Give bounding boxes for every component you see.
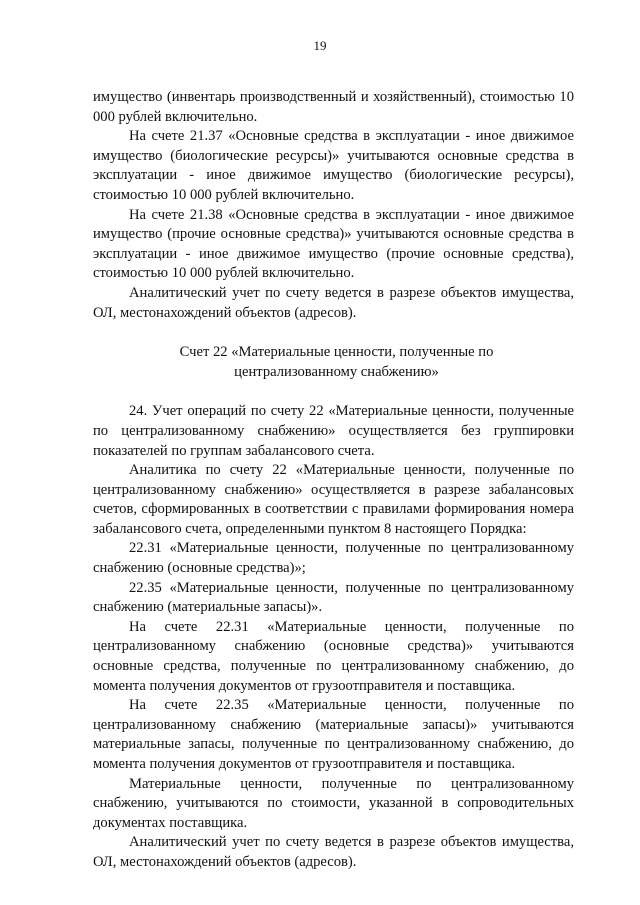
page-number: 19 — [313, 38, 327, 53]
section-heading-line: централизованному снабжению» — [234, 363, 439, 380]
section-heading — [93, 343, 574, 382]
paragraph: На счете 21.37 «Основные средства в эксплуатации - иное движимое имущество (биологические ресурсы)» учитываются основные средства в эксплуатации - иное движимое имущество (биологические ресурсы), стоимостью 10 000 рублей включительно. — [93, 128, 574, 203]
paragraph: имущество (инвентарь производственный и хозяйственный), стоимостью 10 000 рублей включительно. — [93, 89, 574, 125]
section-heading-line: Счет 22 «Материальные ценности, полученные по — [179, 344, 494, 361]
paragraph: На счете 22.31 «Материальные ценности, полученные по централизованному снабжению (основные средства)» учитываются основные средства, полученные по централизованному снабжению, до момента получения документов от грузоотправителя и поставщика. — [93, 618, 574, 694]
paragraph: На счете 22.35 «Материальные ценности, полученные по централизованному снабжению (материальные запасы)» учитываются материальные запасы, полученные по централизованному снабжению, до момента получения документов от грузоотправителя и поставщика. — [93, 697, 574, 772]
paragraph: На счете 21.38 «Основные средства в эксплуатации - иное движимое имущество (прочие основные средства)» учитываются основные средства в эксплуатации - иное движимое имущество (прочие основные средства), стоимостью 10 000 рублей включительно. — [93, 206, 574, 282]
document-body — [93, 88, 574, 873]
paragraph: Аналитический учет по счету ведется в разрезе объектов имущества, ОЛ, местонахождений объектов (адресов). — [93, 284, 574, 321]
paragraph: 22.35 «Материальные ценности, полученные по централизованному снабжению (материальные запасы)». — [93, 579, 574, 616]
paragraph: Материальные ценности, полученные по централизованному снабжению, учитываются по стоимости, указанной в сопроводительных документах поставщика. — [93, 775, 574, 831]
paragraph: Аналитический учет по счету ведется в разрезе объектов имущества, ОЛ, местонахождений объектов (адресов). — [93, 834, 574, 870]
paragraph: 22.31 «Материальные ценности, полученные по централизованному снабжению (основные средства)»; — [93, 540, 574, 577]
paragraph: 24. Учет операций по счету 22 «Материальные ценности, полученные по централизованному снабжению» осуществляется без группировки показателей по группам забалансового счета. — [93, 403, 574, 459]
paragraph: Аналитика по счету 22 «Материальные ценности, полученные по централизованному снабжению» осуществляется в разрезе забалансовых счетов, сформированных в соответствии с правилами формирования номера забалансового счета, определенными пунктом 8 настоящего Порядка: — [93, 462, 574, 537]
